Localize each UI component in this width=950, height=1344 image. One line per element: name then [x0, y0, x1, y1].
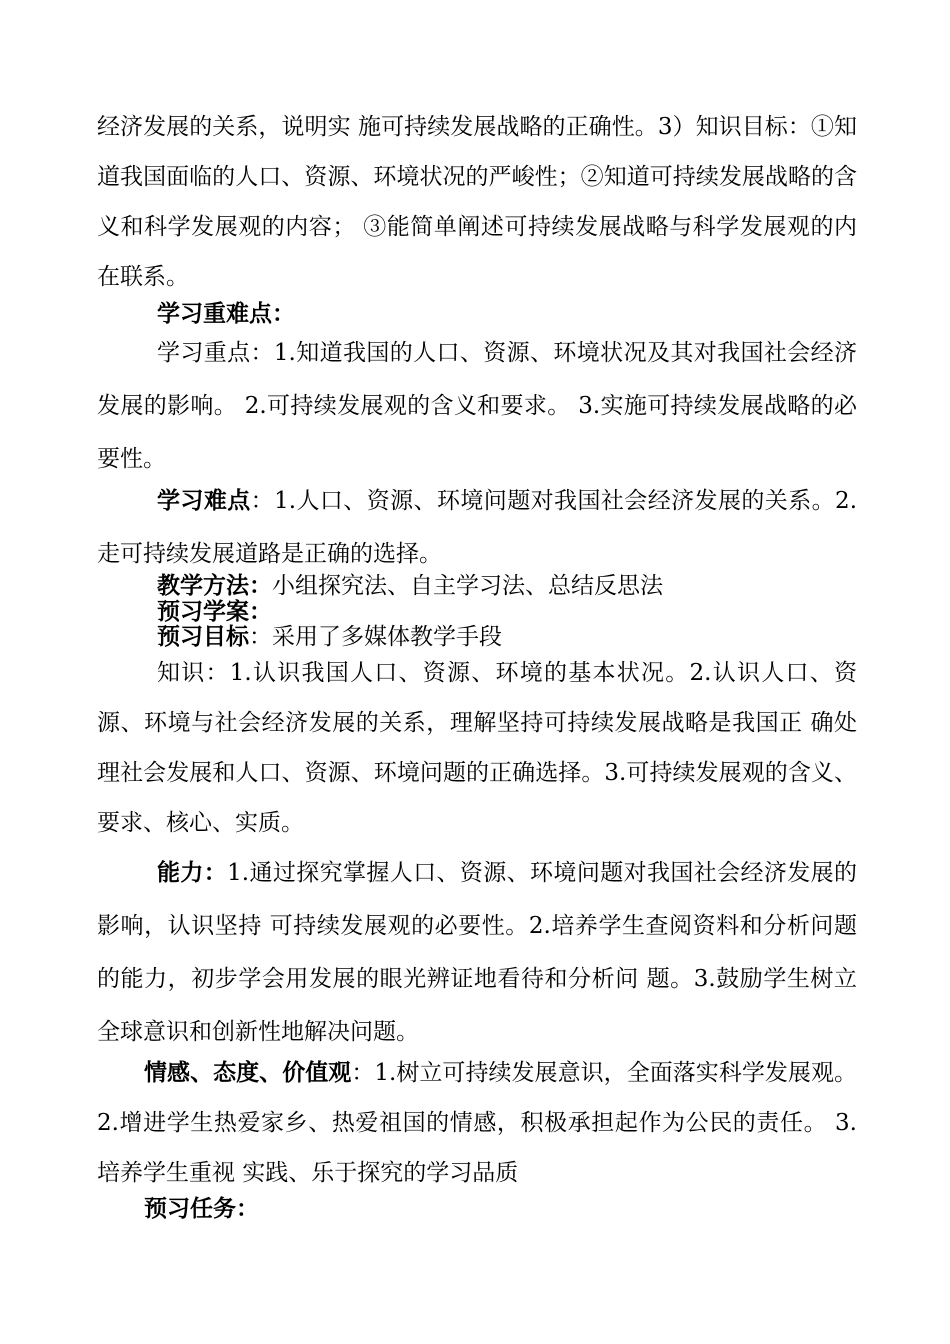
- preview-plan-label: 预习学案：: [157, 598, 272, 625]
- key-points-paragraph: [97, 327, 857, 486]
- key-difficult-heading: [97, 301, 857, 327]
- emotion-paragraph: [97, 1048, 857, 1198]
- preview-goal-label: 预习目标: [157, 623, 249, 650]
- ability-paragraph: [97, 846, 857, 1059]
- emotion-label: 情感、态度、价值观: [144, 1059, 352, 1086]
- key-difficult-heading-text: 学习重难点：: [157, 300, 295, 327]
- goals-paragraph: [97, 102, 857, 302]
- preview-goal-text: ：采用了多媒体教学手段: [249, 624, 502, 650]
- teaching-methods-line: [97, 573, 857, 599]
- difficult-points-text: ：1.人口、资源、环境问题对我国社会经济发展的关系。2.走可持续发展道路是正确的选择。: [97, 488, 857, 567]
- preview-tasks-heading: [97, 1196, 857, 1222]
- ability-label: 能力：: [157, 859, 228, 886]
- teaching-methods-text: 小组探究法、自主学习法、总结反思法: [272, 573, 663, 599]
- difficult-points-paragraph: [97, 474, 857, 581]
- key-points-text: 学习重点：1.知道我国的人口、资源、环境状况及其对我国社会经济发展的影响。 2.可持续发展观的含义和要求。 3.实施可持续发展战略的必要性。: [97, 340, 857, 472]
- knowledge-paragraph: [97, 648, 857, 848]
- ability-text: 1.通过探究掌握人口、资源、环境问题对我国社会经济发展的影响，认识坚持 可持续发展观的必要性。2.培养学生查阅资料和分析问题的能力，初步学会用发展的眼光辨证地看待和分析问 题。3.鼓励学生树立全球意识和创新性地解决问题。: [97, 860, 858, 1045]
- teaching-methods-label: 教学方法：: [157, 572, 272, 599]
- preview-tasks-label: 预习任务：: [144, 1195, 259, 1222]
- emotion-text: ：1.树立可持续发展意识，全面落实科学发展观。2.增进学生热爱家乡、热爱祖国的情感，积极承担起作为公民的责任。 3.培养学生重视 实践、乐于探究的学习品质: [97, 1060, 858, 1186]
- preview-goal-line: [97, 624, 857, 650]
- preview-plan-line: [97, 599, 857, 625]
- goals-text: 经济发展的关系，说明实 施可持续发展战略的正确性。3）知识目标：①知道我国面临的人口、资源、环境状况的严峻性；②知道可持续发展战略的含义和科学发展观的内容； ③能简单阐述可持续发展战略与科学发展观的内在联系。: [97, 114, 857, 290]
- difficult-points-label: 学习难点: [157, 487, 251, 514]
- knowledge-text: 知识：1.认识我国人口、资源、环境的基本状况。2.认识人口、资源、环境与社会经济发展的关系，理解坚持可持续发展战略是我国正 确处理社会发展和人口、资源、环境问题的正确选择。3.可持续发展观的含义、要求、核心、实质。: [97, 660, 857, 836]
